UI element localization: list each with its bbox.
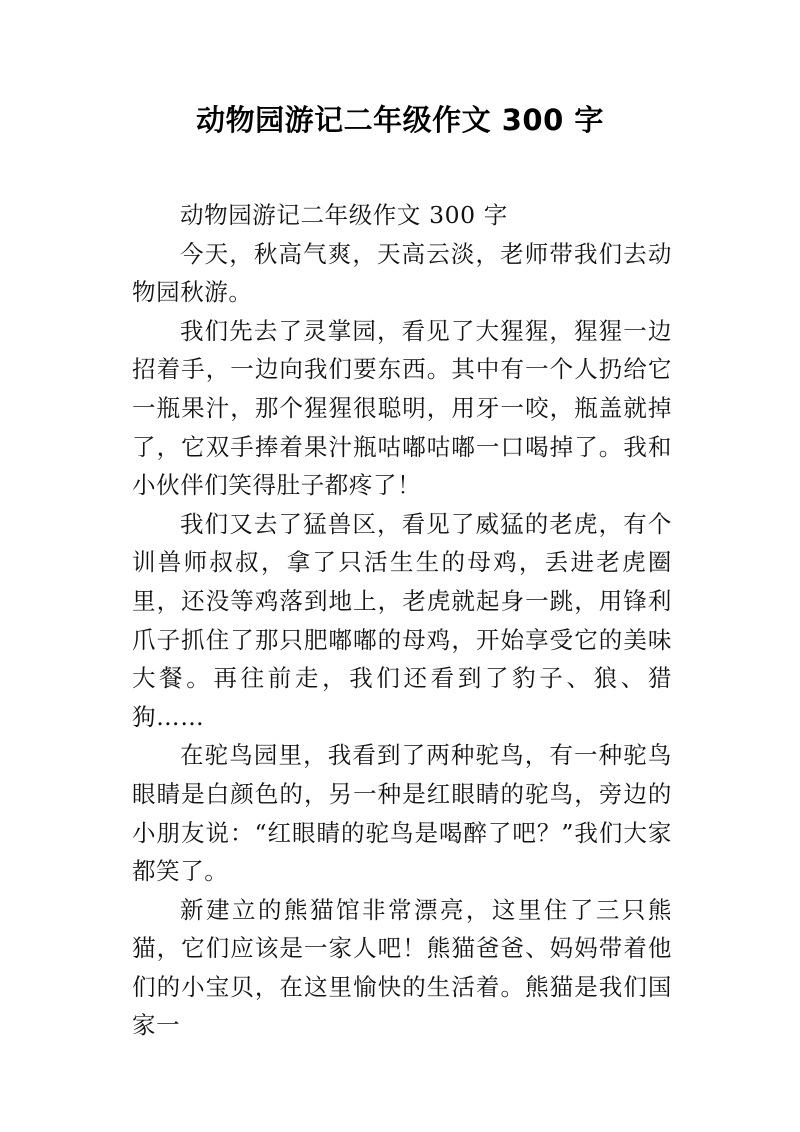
- paragraph-tiger: 我们又去了猛兽区，看见了威猛的老虎，有个训兽师叔叔，拿了只活生生的母鸡，丢进老虎圈里，还没等鸡落到地上，老虎就起身一跳，用锋利爪子抓住了那只肥嘟嘟的母鸡，开始享受它的美味大餐。再往前走，我们还看到了豹子、狼、猎狗……: [132, 509, 672, 731]
- paragraph-ostrich: 在驼鸟园里，我看到了两种驼鸟，有一种驼鸟眼睛是白颜色的，另一种是红眼睛的驼鸟，旁边的小朋友说：“红眼睛的驼鸟是喝醉了吧？”我们大家都笑了。: [132, 741, 672, 886]
- document-body: [132, 196, 672, 1045]
- paragraph-panda: 新建立的熊猫馆非常漂亮，这里住了三只熊猫，它们应该是一家人吧！熊猫爸爸、妈妈带着他们的小宝贝，在这里愉快的生活着。熊猫是我们国家一: [132, 895, 672, 1040]
- paragraph-gorilla: 我们先去了灵掌园，看见了大猩猩，猩猩一边招着手，一边向我们要东西。其中有一个人扔给它一瓶果汁，那个猩猩很聪明，用牙一咬，瓶盖就掉了，它双手捧着果汁瓶咕嘟咕嘟一口喝掉了。我和小伙伴们笑得肚子都疼了！: [132, 316, 672, 500]
- paragraph-subtitle: 动物园游记二年级作文 300 字: [180, 201, 508, 229]
- paragraph-intro: 今天，秋高气爽，天高云淡，老师带我们去动物园秋游。: [132, 239, 672, 307]
- document-title: 动物园游记二年级作文 300 字: [196, 103, 604, 137]
